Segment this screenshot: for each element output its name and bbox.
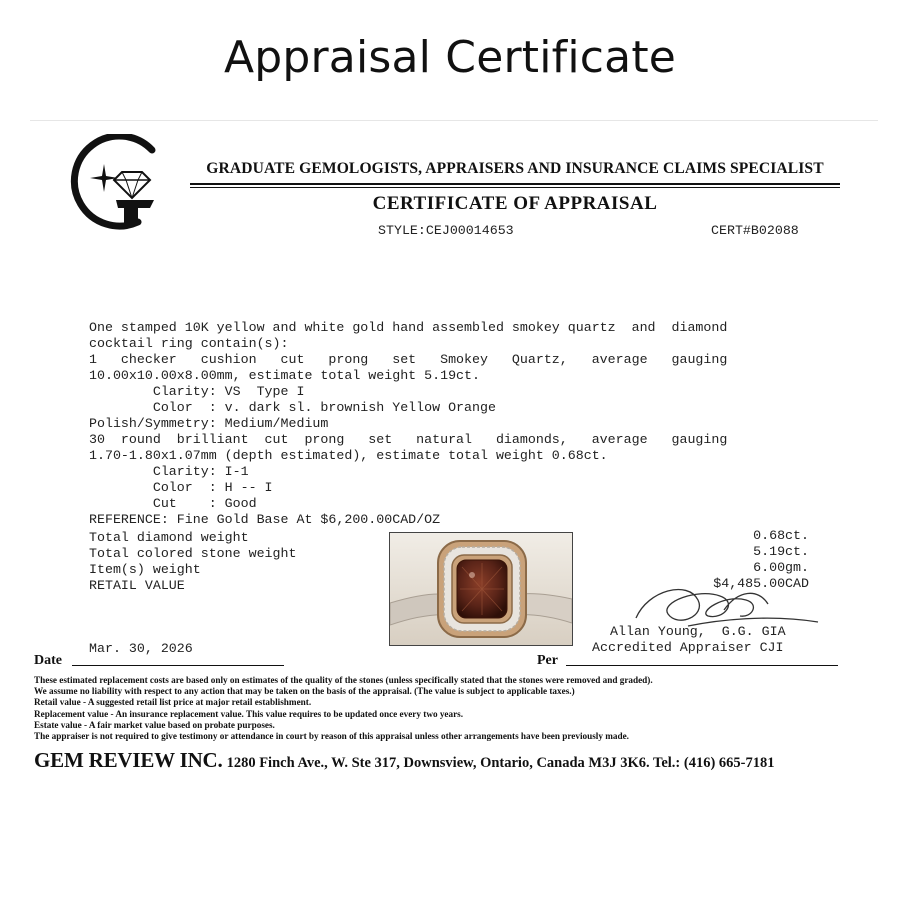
- summary-value: 5.19ct.: [753, 544, 809, 559]
- company-address: 1280 Finch Ave., W. Ste 317, Downsview, Ontario, Canada M3J 3K6. Tel.: (416) 665-7181: [226, 755, 775, 771]
- summary-value: 0.68ct.: [753, 528, 809, 543]
- top-divider: [30, 120, 878, 121]
- description-line: Cut : Good: [89, 496, 257, 511]
- appraiser-name: Allan Young, G.G. GIA: [610, 624, 786, 639]
- description-line: Clarity: I-1: [89, 464, 249, 479]
- summary-label: Total diamond weight: [89, 530, 249, 545]
- date-label: Date: [34, 653, 62, 668]
- date-signature-line: [72, 665, 284, 666]
- description-line: One stamped 10K yellow and white gold hand assembled smokey quartz and diamond: [89, 320, 728, 335]
- per-label: Per: [537, 653, 558, 668]
- disclaimer-line: Retail value - A suggested retail list price at major retail establishment.: [34, 697, 312, 708]
- disclaimer-block: [34, 675, 874, 742]
- page-title: Appraisal Certificate: [223, 32, 677, 83]
- footer: [34, 748, 775, 773]
- description-line: 1 checker cushion cut prong set Smokey Quartz, average gauging: [89, 352, 728, 367]
- certificate-title: CERTIFICATE OF APPRAISAL: [372, 193, 658, 214]
- description-line: cocktail ring contain(s):: [89, 336, 289, 351]
- date-value: Mar. 30, 2026: [89, 641, 193, 656]
- retail-value: $4,485.00CAD: [713, 576, 809, 591]
- disclaimer-line: We assume no liability with respect to any action that may be taken on the basis of the appraisal. (The value is subject to applicable taxes.): [34, 686, 575, 697]
- summary-value: 6.00gm.: [753, 560, 809, 575]
- description-line: 30 round brilliant cut prong set natural diamonds, average gauging: [89, 432, 728, 447]
- company-name: GEM REVIEW INC.: [34, 748, 223, 772]
- disclaimer-line: Replacement value - An insurance replacement value. This value requires to be updated once every two years.: [34, 708, 464, 719]
- cert-number: CERT#B02088: [711, 223, 799, 238]
- summary-label: Item(s) weight: [89, 562, 201, 577]
- ring-photo: [389, 532, 573, 646]
- disclaimer-line: These estimated replacement costs are based only on estimates of the quality of the stones (unless specifically stated that the stones were removed and graded).: [34, 675, 653, 685]
- description-line: REFERENCE: Fine Gold Base At $6,200.00CAD/OZ: [89, 512, 441, 527]
- gem-logo-icon: [64, 134, 164, 234]
- header-rule: [190, 183, 840, 185]
- summary-label: Total colored stone weight: [89, 546, 297, 561]
- disclaimer-line: The appraiser is not required to give testimony or attendance in court by reason of this appraisal unless other arrangements have been previously made.: [34, 731, 629, 742]
- per-signature-line: [566, 665, 838, 666]
- description-line: Clarity: VS Type I: [89, 384, 305, 399]
- description-line: 10.00x10.00x8.00mm, estimate total weight 5.19ct.: [89, 368, 480, 383]
- description-line: Color : H -- I: [89, 480, 273, 495]
- style-number: STYLE:CEJ00014653: [378, 223, 514, 238]
- disclaimer-line: Estate value - A fair market value based on probate purposes.: [34, 719, 275, 730]
- appraiser-title: Accredited Appraiser CJI: [592, 640, 784, 655]
- description-line: Color : v. dark sl. brownish Yellow Orange: [89, 400, 496, 415]
- description-line: 1.70-1.80x1.07mm (depth estimated), estimate total weight 0.68ct.: [89, 448, 608, 463]
- summary-label: RETAIL VALUE: [89, 578, 185, 593]
- header-rule-thin: [190, 187, 840, 188]
- ring-illustration: [390, 533, 572, 645]
- description-line: Polish/Symmetry: Medium/Medium: [89, 416, 329, 431]
- organization-name: GRADUATE GEMOLOGISTS, APPRAISERS AND INSURANCE CLAIMS SPECIALIST: [206, 160, 824, 177]
